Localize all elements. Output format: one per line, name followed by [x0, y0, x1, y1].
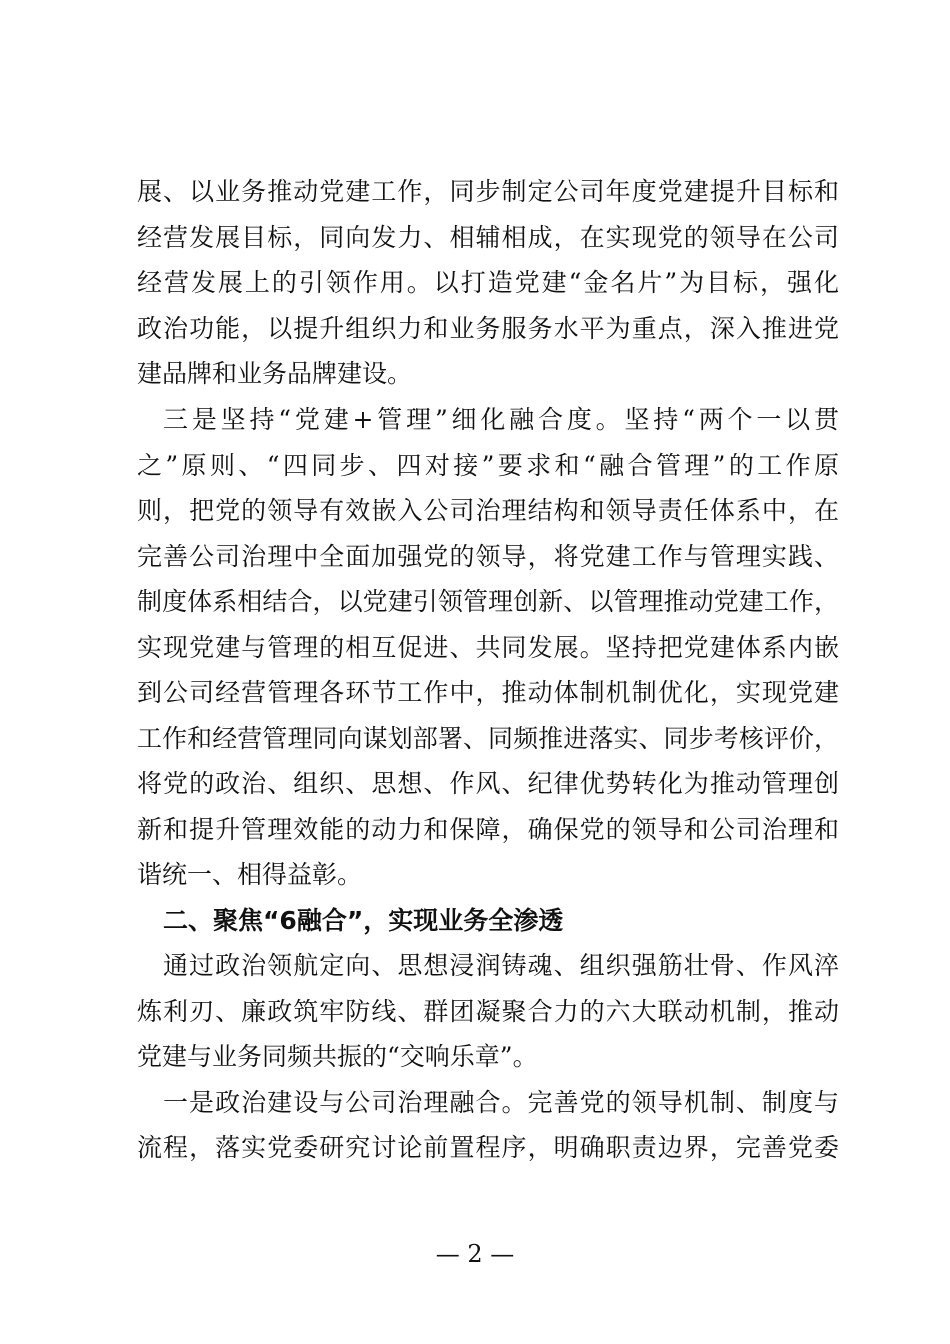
text-line: 工作和经营管理同向谋划部署、同频推进落实、同步考核评价， — [137, 724, 839, 753]
text-line: 流程，落实党委研究讨论前置程序，明确职责边界，完善党委 — [137, 1133, 839, 1162]
text-line: 通过政治领航定向、思想浸润铸魂、组织强筋壮骨、作风淬 — [163, 951, 839, 980]
text-line: 政治功能，以提升组织力和业务服务水平为重点，深入推进党 — [137, 314, 839, 343]
text-line: 党建与业务同频共振的“交响乐章”。 — [137, 1042, 538, 1071]
text-line: 谐统一、相得益彰。 — [137, 860, 363, 889]
section-heading: 二、聚焦“6融合”，实现业务全渗透 — [163, 906, 564, 935]
text-line: 三是坚持“党建+管理”细化融合度。坚持“两个一以贯 — [163, 405, 839, 434]
page-number: — 2 — — [435, 1240, 515, 1268]
text-line: 展、以业务推动党建工作，同步制定公司年度党建提升目标和 — [137, 177, 839, 206]
text-line: 炼利刃、廉政筑牢防线、群团凝聚合力的六大联动机制，推动 — [137, 997, 839, 1026]
text-line: 到公司经营管理各环节工作中，推动体制机制优化，实现党建 — [137, 678, 839, 707]
text-line: 经营发展目标，同向发力、相辅相成，在实现党的领导在公司 — [137, 223, 839, 252]
text-line: 经营发展上的引领作用。以打造党建“金名片”为目标，强化 — [137, 268, 839, 297]
text-line: 新和提升管理效能的动力和保障，确保党的领导和公司治理和 — [137, 815, 839, 844]
text-line: 一是政治建设与公司治理融合。完善党的领导机制、制度与 — [163, 1088, 839, 1117]
text-line: 将党的政治、组织、思想、作风、纪律优势转化为推动管理创 — [137, 769, 839, 798]
text-line: 制度体系相结合，以党建引领管理创新、以管理推动党建工作， — [137, 587, 839, 616]
text-line: 实现党建与管理的相互促进、共同发展。坚持把党建体系内嵌 — [137, 633, 839, 662]
text-line: 之”原则、“四同步、四对接”要求和“融合管理”的工作原 — [137, 451, 839, 480]
text-line: 完善公司治理中全面加强党的领导，将党建工作与管理实践、 — [137, 542, 839, 571]
text-line: 建品牌和业务品牌建设。 — [137, 359, 413, 388]
text-line: 则，把党的领导有效嵌入公司治理结构和领导责任体系中，在 — [137, 496, 839, 525]
